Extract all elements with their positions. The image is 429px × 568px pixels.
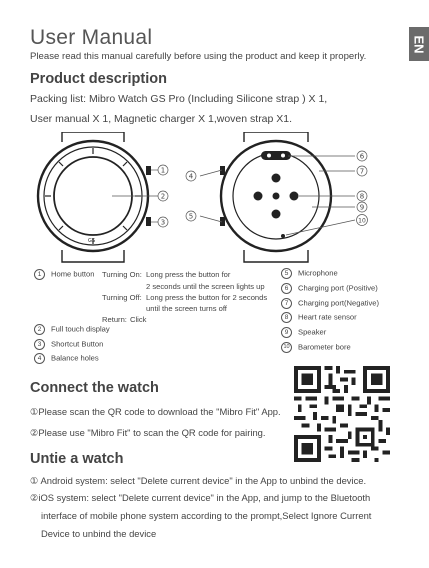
legend-num-3: 3	[34, 339, 45, 350]
legend-balance	[34, 353, 99, 364]
legend-charging-positive	[281, 283, 378, 294]
legend-home-button	[34, 269, 94, 280]
back-watch-illustration	[220, 132, 331, 262]
legend-turning-off-line-1: Long press the button for 2 seconds	[146, 293, 268, 302]
legend-turning-off-label: Turning Off:	[102, 293, 142, 302]
connect-step-2: ②Please use "Mibro Fit" to scan the QR code for pairing.	[30, 427, 266, 438]
callout-7: 7	[359, 167, 365, 176]
legend-turning-on-line-2: 2 seconds until the screen lights up	[146, 282, 265, 291]
legend-charging-negative	[281, 298, 379, 309]
legend-microphone-label: Microphone	[298, 268, 338, 278]
product-description-heading: Product description	[30, 71, 167, 87]
callout-3: 3	[160, 218, 166, 227]
untie-ios-line-3: Device to unbind the device	[41, 528, 157, 539]
legend-return-label: Return:	[102, 315, 127, 324]
legend-num-7: 7	[281, 298, 292, 309]
legend-turning-off-line-2: until the screen turns off	[146, 304, 227, 313]
legend-speaker-label: Speaker	[298, 327, 327, 337]
packing-list-line-1: Packing list: Mibro Watch GS Pro (Including Silicone strap ) X 1,	[30, 93, 328, 105]
legend-charging-positive-label: Charging port (Positive)	[298, 283, 378, 293]
legend-turning-on-label: Turning On:	[102, 270, 142, 279]
legend-full-touch	[34, 324, 110, 335]
legend-shortcut-label: Shortcut Button	[51, 339, 104, 349]
page-subtitle: Please read this manual carefully before using the product and keep it properly.	[30, 51, 367, 62]
untie-ios-line-2: interface of mobile phone system according to the prompt,Select Ignore Current	[41, 510, 372, 521]
legend-turning-on-line-1: Long press the button for	[146, 270, 231, 279]
legend-num-10: 10	[281, 342, 292, 353]
untie-ios-line-1: ②iOS system: select "Delete current device" in the App, and jump to the Bluetooth	[30, 492, 371, 503]
callout-2: 2	[160, 192, 166, 201]
legend-num-6: 6	[281, 283, 292, 294]
legend-num-1: 1	[34, 269, 45, 280]
callout-6: 6	[359, 152, 365, 161]
legend-num-4: 4	[34, 353, 45, 364]
legend-num-5: 5	[281, 268, 292, 279]
language-tab	[409, 27, 429, 61]
callout-5: 5	[188, 212, 194, 221]
legend-microphone	[281, 268, 338, 279]
legend-num-8: 8	[281, 312, 292, 323]
packing-list-line-2: User manual X 1, Magnetic charger X 1,woven strap X1.	[30, 113, 293, 125]
untie-heading: Untie a watch	[30, 451, 124, 467]
connect-step-1: ①Please scan the QR code to download the "Mibro Fit" App.	[30, 406, 281, 417]
callout-9: 9	[359, 203, 365, 212]
legend-num-9: 9	[281, 327, 292, 338]
legend-heart-rate	[281, 312, 357, 323]
legend-return-text: Click	[130, 315, 147, 324]
callout-10: 10	[358, 217, 366, 225]
watch-diagram	[0, 132, 429, 264]
language-tab-label: EN	[411, 34, 427, 54]
page-title: User Manual	[30, 26, 153, 49]
legend-shortcut	[34, 339, 103, 350]
legend-heart-rate-label: Heart rate sensor	[298, 312, 357, 322]
legend-home-button-label: Home button	[51, 269, 95, 279]
legend-barometer-label: Barometer bore	[298, 342, 351, 352]
qr-code-image[interactable]	[294, 366, 390, 462]
legend-speaker	[281, 327, 326, 338]
legend-charging-negative-label: Charging port(Negative)	[298, 298, 380, 308]
callout-1: 1	[160, 166, 166, 175]
legend-full-touch-label: Full touch display	[51, 324, 110, 334]
svg-text:GS: GS	[88, 238, 96, 244]
callout-4: 4	[188, 172, 194, 181]
legend-num-2: 2	[34, 324, 45, 335]
connect-heading: Connect the watch	[30, 380, 159, 396]
legend-barometer	[281, 342, 351, 353]
legend-balance-label: Balance holes	[51, 353, 99, 363]
untie-android: ① Android system: select "Delete current device" in the App to unbind the device.	[30, 475, 367, 486]
front-watch-illustration	[38, 132, 151, 262]
callout-8: 8	[359, 192, 365, 201]
